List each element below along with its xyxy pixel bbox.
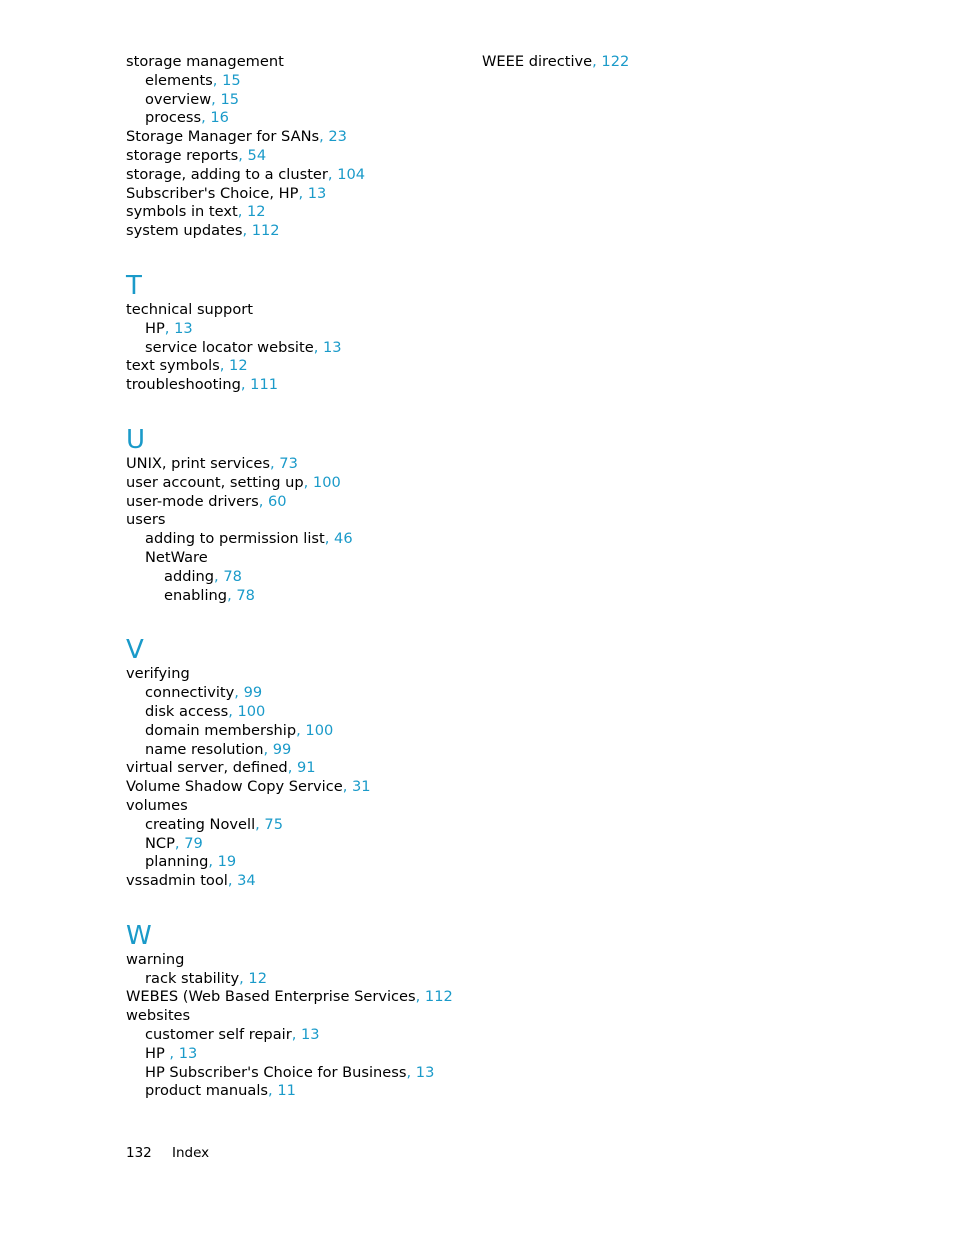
index-separator: ,	[268, 1082, 278, 1100]
index-separator: ,	[169, 1044, 179, 1062]
index-term: HP	[145, 319, 165, 337]
index-entry	[126, 1007, 466, 1026]
index-separator: ,	[298, 184, 308, 202]
index-page-link[interactable]: 100	[305, 721, 334, 739]
index-page-link[interactable]: 91	[296, 759, 316, 777]
index-term: overview	[145, 90, 212, 108]
index-page-link[interactable]: 99	[272, 740, 292, 758]
index-page-link[interactable]: 111	[250, 376, 279, 394]
index-letter-heading: W	[126, 920, 152, 951]
index-entry	[126, 665, 466, 684]
index-separator: ,	[258, 492, 269, 510]
index-term: warning	[126, 950, 185, 968]
index-letter-heading: U	[126, 424, 146, 455]
index-page-link[interactable]: 100	[312, 473, 341, 491]
index-column-right	[482, 53, 822, 72]
index-entry	[126, 185, 466, 204]
index-entry	[126, 376, 466, 395]
index-separator: ,	[291, 1026, 301, 1044]
index-entry	[126, 72, 466, 91]
index-separator: ,	[238, 146, 248, 164]
index-separator: ,	[242, 222, 252, 240]
index-entry	[126, 109, 466, 128]
index-entry	[126, 511, 466, 530]
index-separator: ,	[287, 759, 297, 777]
index-section	[126, 271, 466, 395]
index-column-left	[126, 53, 466, 1101]
index-term: process	[145, 109, 202, 127]
index-page-link[interactable]: 12	[246, 203, 266, 221]
index-entry	[126, 147, 466, 166]
index-entry	[126, 853, 466, 872]
index-entry	[126, 1045, 466, 1064]
index-separator: ,	[234, 684, 244, 702]
index-entry	[126, 722, 466, 741]
index-separator: ,	[255, 815, 265, 833]
index-separator: ,	[208, 853, 218, 871]
index-separator: ,	[212, 71, 223, 89]
index-separator: ,	[174, 834, 185, 852]
index-page-link[interactable]: 13	[300, 1026, 320, 1044]
index-page-link[interactable]: 13	[322, 338, 342, 356]
index-term: Subscriber's Choice, HP	[126, 184, 299, 202]
index-term: user-mode drivers	[126, 492, 259, 510]
index-page-link[interactable]: 112	[424, 988, 453, 1006]
index-entry	[482, 53, 822, 72]
index-entry	[126, 339, 466, 358]
index-separator: ,	[263, 740, 273, 758]
index-entry	[126, 357, 466, 376]
index-term: storage management	[126, 53, 284, 70]
index-separator: ,	[214, 567, 224, 585]
index-separator: ,	[227, 872, 238, 890]
index-entry	[126, 988, 466, 1007]
index-entry	[126, 474, 466, 493]
index-term: troubleshooting	[126, 376, 241, 394]
index-page-link[interactable]: 78	[223, 567, 242, 585]
index-term: volumes	[126, 796, 188, 814]
index-term: symbols in text	[126, 203, 238, 221]
index-term: websites	[126, 1007, 191, 1025]
index-entry	[126, 1082, 466, 1101]
index-entry	[126, 222, 466, 241]
index-page-link[interactable]: 60	[268, 492, 287, 510]
index-section	[126, 921, 466, 1101]
index-term: customer self repair	[145, 1026, 292, 1044]
index-entry	[126, 128, 466, 147]
index-entry	[126, 816, 466, 835]
index-entry	[126, 493, 466, 512]
index-section	[126, 425, 466, 605]
index-page-link[interactable]: 73	[279, 454, 298, 472]
index-separator: ,	[319, 128, 329, 146]
index-letter-heading: V	[126, 635, 144, 666]
index-separator: ,	[324, 530, 335, 548]
index-page-link[interactable]: 15	[220, 90, 240, 108]
index-page-link[interactable]: 19	[217, 853, 237, 871]
index-term: UNIX, print services	[126, 454, 270, 472]
page-footer	[126, 1144, 209, 1162]
index-entry	[126, 1026, 466, 1045]
index-term: disk access	[145, 702, 229, 720]
index-entry	[126, 797, 466, 816]
index-separator: ,	[239, 969, 249, 987]
index-page-link[interactable]: 13	[415, 1063, 435, 1081]
index-separator: ,	[406, 1063, 416, 1081]
index-term: HP Subscriber's Choice for Business	[145, 1063, 407, 1081]
index-page-link[interactable]: 34	[237, 872, 256, 890]
index-entry	[126, 320, 466, 339]
index-section	[126, 635, 466, 891]
index-page-link[interactable]: 100	[237, 702, 266, 720]
index-term: HP	[145, 1044, 170, 1062]
index-page-link[interactable]: 16	[210, 109, 229, 127]
index-entry	[126, 530, 466, 549]
index-term: product manuals	[145, 1082, 269, 1100]
index-letter-heading: T	[126, 270, 142, 301]
index-term: name resolution	[145, 740, 264, 758]
index-page-link[interactable]: 122	[601, 53, 630, 70]
index-term: vssadmin tool	[126, 872, 228, 890]
page-number: 132	[126, 1145, 152, 1161]
index-term: WEEE directive	[482, 53, 593, 70]
index-page-link[interactable]: 75	[264, 815, 283, 833]
index-separator: ,	[240, 376, 251, 394]
index-entry	[126, 301, 466, 320]
index-term: elements	[145, 71, 213, 89]
index-entry	[126, 970, 466, 989]
index-term: service locator website	[145, 338, 314, 356]
index-term: NCP	[145, 834, 175, 852]
index-separator: ,	[164, 319, 175, 337]
index-separator: ,	[270, 454, 280, 472]
index-term: virtual server, defined	[126, 759, 288, 777]
index-term: verifying	[126, 665, 190, 683]
index-term: text symbols	[126, 357, 220, 375]
index-separator: ,	[313, 338, 323, 356]
index-term: storage, adding to a cluster	[126, 165, 328, 183]
index-entry	[126, 872, 466, 891]
index-entry	[126, 703, 466, 722]
index-page-link[interactable]: 54	[247, 146, 267, 164]
index-entry	[126, 835, 466, 854]
index-entry	[126, 759, 466, 778]
index-term: connectivity	[145, 684, 235, 702]
index-entry	[126, 53, 466, 72]
footer-section-title: Index	[172, 1145, 210, 1161]
index-term: WEBES (Web Based Enterprise Services	[126, 988, 416, 1006]
index-separator: ,	[237, 203, 247, 221]
index-page-link[interactable]: 46	[334, 530, 353, 548]
index-page-link[interactable]: 112	[251, 222, 280, 240]
index-term: rack stability	[145, 969, 240, 987]
index-separator: ,	[227, 586, 237, 604]
index-page-link[interactable]: 12	[248, 969, 267, 987]
index-separator: ,	[342, 778, 353, 796]
index-page-link[interactable]: 13	[178, 1044, 198, 1062]
index-entry	[126, 684, 466, 703]
index-entry	[126, 568, 466, 587]
index-separator: ,	[303, 473, 313, 491]
index-entry	[126, 587, 466, 606]
index-page-link[interactable]: 79	[184, 834, 203, 852]
index-entry	[126, 741, 466, 760]
index-term: storage reports	[126, 146, 239, 164]
index-page-link[interactable]: 15	[222, 71, 241, 89]
index-page-link[interactable]: 23	[328, 128, 347, 146]
index-page-link[interactable]: 31	[352, 778, 371, 796]
index-page-link[interactable]: 99	[243, 684, 263, 702]
index-separator: ,	[211, 90, 221, 108]
index-entry	[126, 951, 466, 970]
index-separator: ,	[592, 53, 602, 70]
index-term: planning	[145, 853, 209, 871]
index-page-link[interactable]: 104	[337, 165, 366, 183]
index-term: adding	[164, 567, 215, 585]
index-page-link[interactable]: 11	[277, 1082, 296, 1100]
index-term: users	[126, 511, 166, 529]
index-term: Storage Manager for SANs	[126, 128, 320, 146]
index-separator: ,	[296, 721, 306, 739]
index-separator: ,	[201, 109, 211, 127]
index-section	[126, 53, 466, 241]
index-page-link[interactable]: 13	[307, 184, 327, 202]
index-separator: ,	[219, 357, 230, 375]
index-page-link[interactable]: 12	[229, 357, 248, 375]
index-term: NetWare	[145, 548, 208, 566]
index-term: technical support	[126, 300, 253, 318]
index-entry	[126, 778, 466, 797]
index-term: creating Novell	[145, 815, 256, 833]
index-term: enabling	[164, 586, 228, 604]
index-entry	[126, 1064, 466, 1083]
index-separator: ,	[327, 165, 338, 183]
index-page-link[interactable]: 78	[236, 586, 255, 604]
index-term: user account, setting up	[126, 473, 304, 491]
index-separator: ,	[228, 702, 238, 720]
index-page-link[interactable]: 13	[174, 319, 193, 337]
index-entry	[126, 203, 466, 222]
index-section	[482, 53, 822, 72]
index-separator: ,	[415, 988, 425, 1006]
index-term: Volume Shadow Copy Service	[126, 778, 343, 796]
index-entry	[126, 166, 466, 185]
index-entry	[126, 549, 466, 568]
index-entry	[126, 91, 466, 110]
index-term: system updates	[126, 222, 243, 240]
index-term: domain membership	[145, 721, 297, 739]
index-entry	[126, 455, 466, 474]
index-term: adding to permission list	[145, 530, 325, 548]
